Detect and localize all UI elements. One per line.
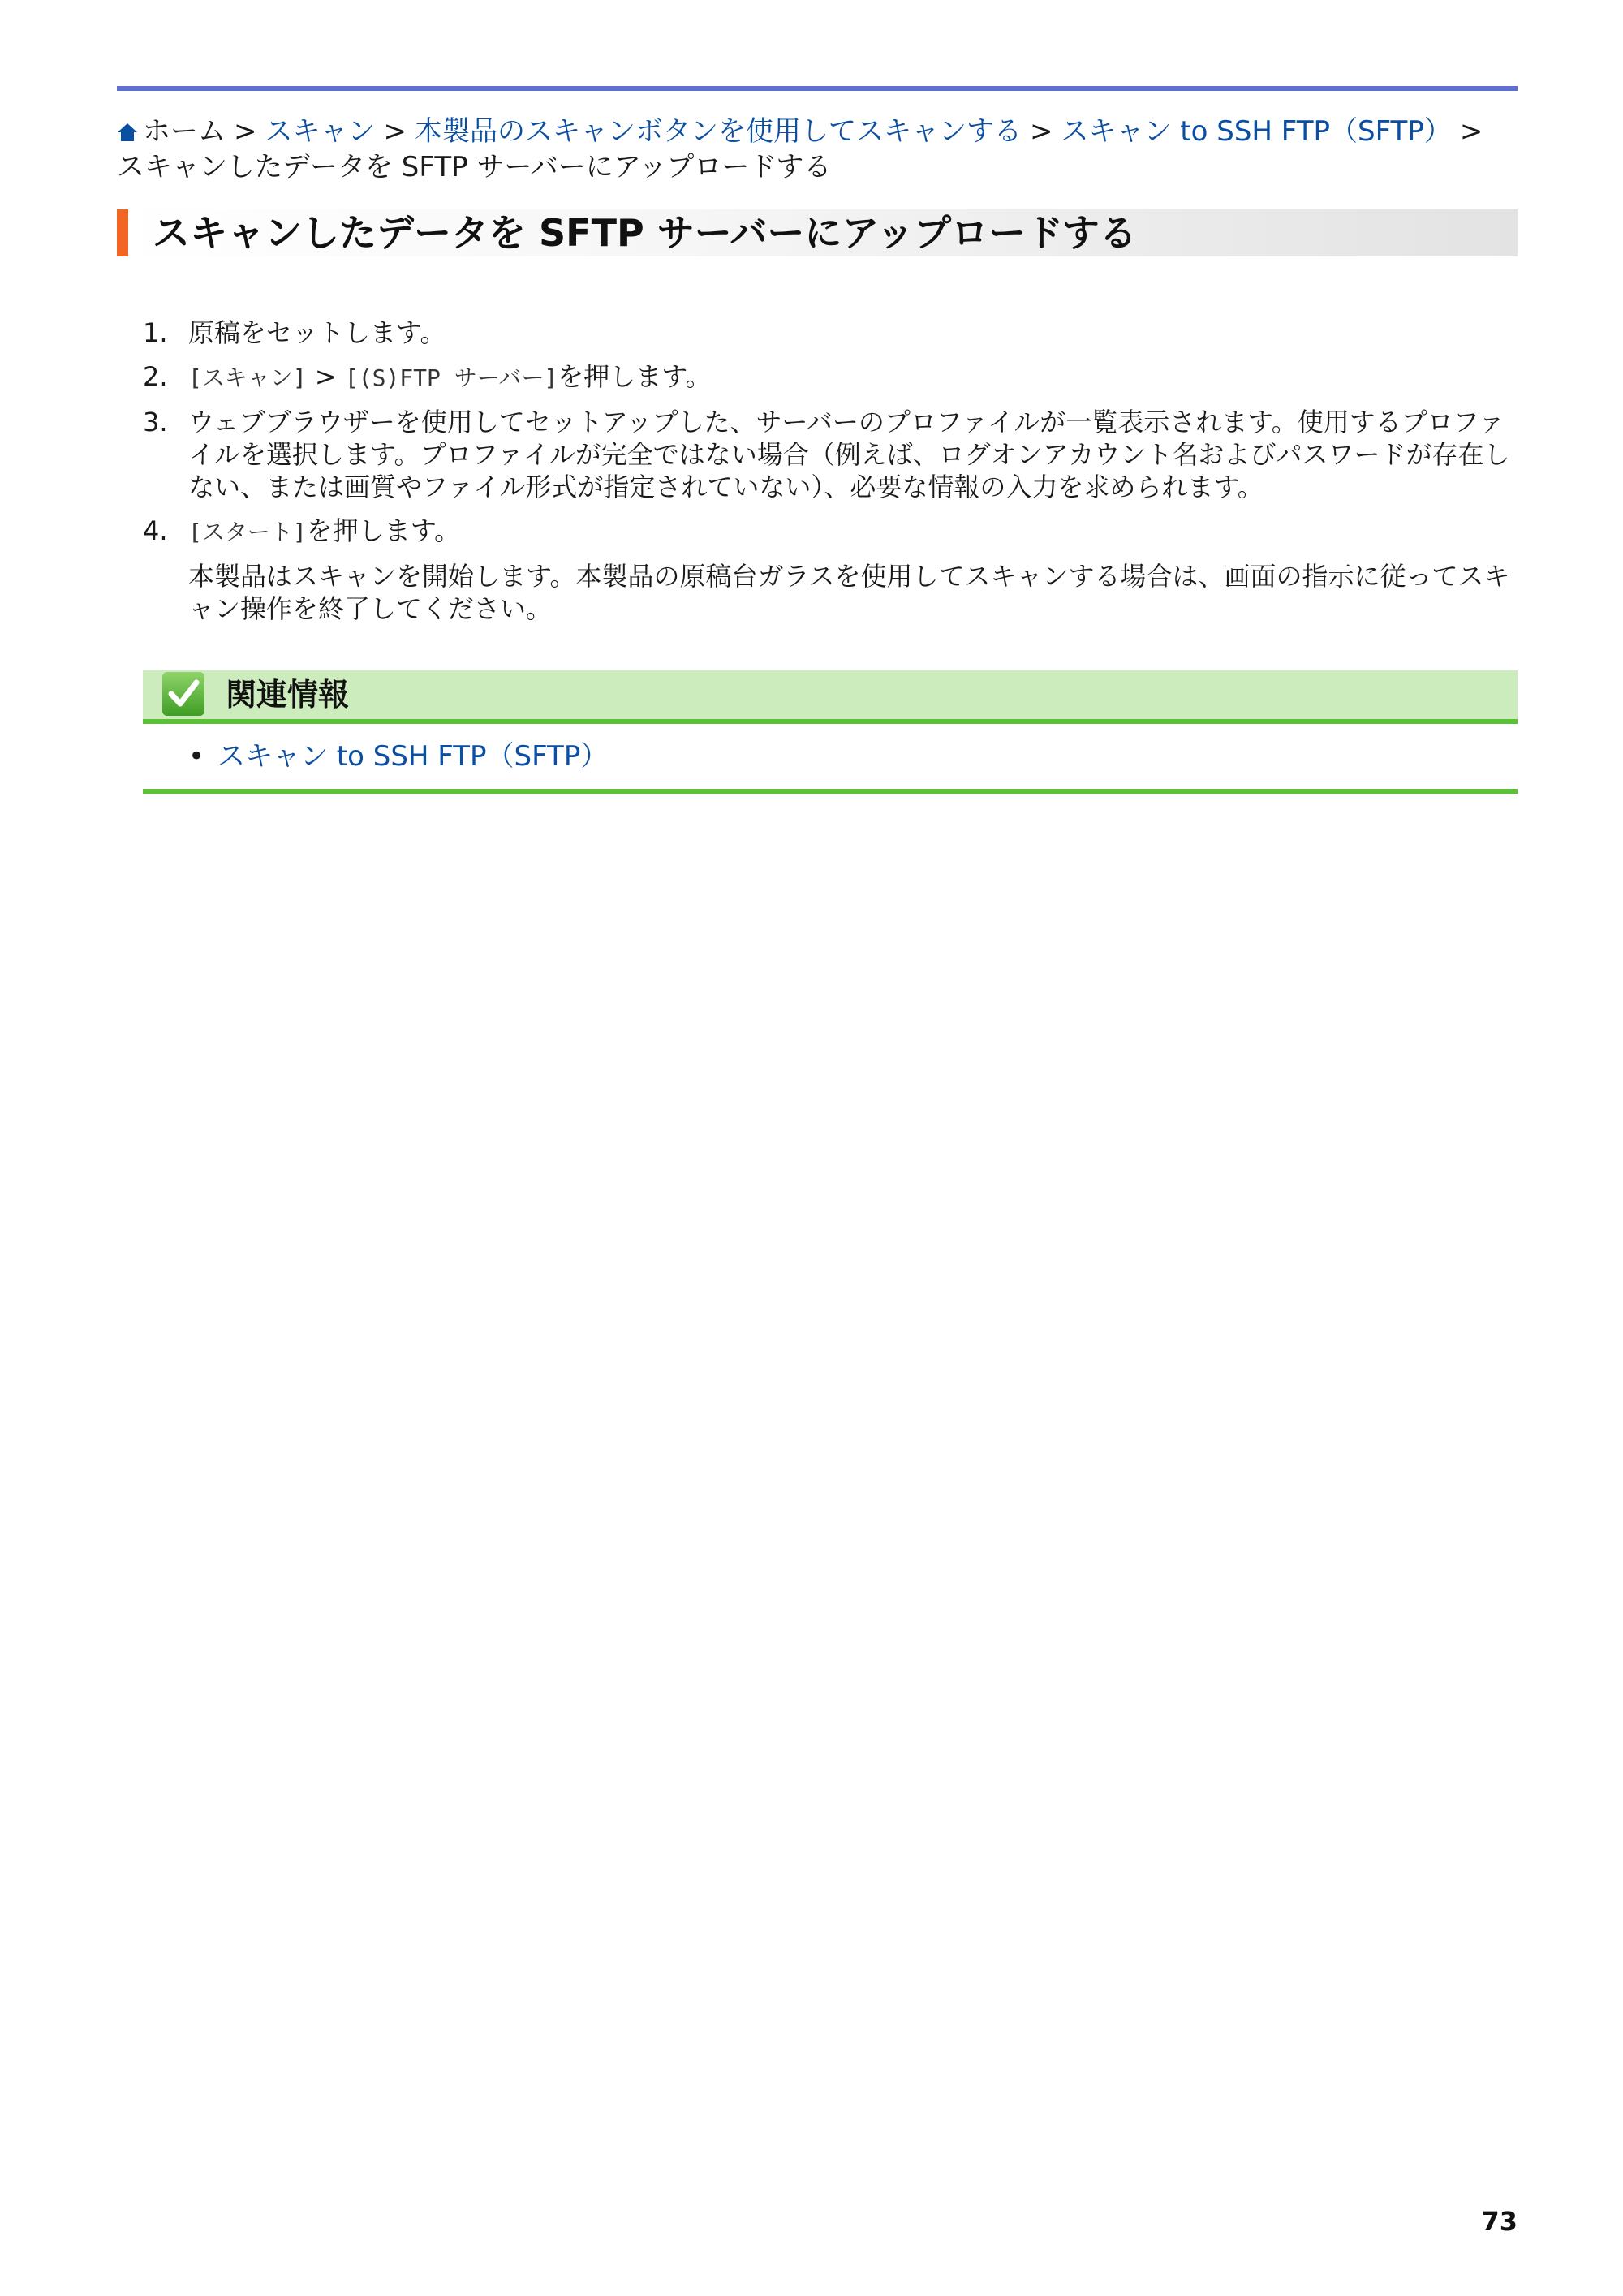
ui-label-scan: [スキャン] — [188, 364, 307, 391]
step-number: 3. — [143, 407, 168, 437]
step-text: ウェブブラウザーを使用してセットアップした、サーバーのプロファイルが一覧表示されます。使用するプロファイルを選択します。プロファイルが完全ではない場合（例えば、ログオンアカウント名およびパスワードが存在しない、または画質やファイル形式が指定されていない）、必要な情報の入力を求められます。 — [188, 407, 1510, 502]
page-title: スキャンしたデータを SFTP サーバーにアップロードする — [153, 211, 1137, 255]
bullet: • — [188, 740, 205, 773]
ui-separator: > — [314, 361, 337, 392]
step-text: 原稿をセットします。 — [188, 317, 446, 348]
title-accent — [117, 209, 128, 256]
related-info-header — [143, 670, 1518, 724]
related-info-box — [143, 670, 1518, 794]
step-note: 本製品はスキャンを開始します。本製品の原稿台ガラスを使用してスキャンする場合は、画面の指示に従ってスキャン操作を終了してください。 — [188, 561, 1510, 624]
related-links-list — [143, 724, 1518, 794]
breadcrumb-home[interactable]: ホーム — [143, 115, 226, 148]
step-number: 1. — [143, 317, 168, 348]
step-item — [143, 515, 1514, 625]
step-text: を押します。 — [558, 361, 712, 392]
breadcrumb-separator: > — [234, 115, 257, 148]
home-icon[interactable] — [117, 122, 138, 143]
breadcrumb-separator: > — [383, 115, 407, 148]
breadcrumb-separator: > — [1459, 115, 1483, 148]
steps-list — [143, 317, 1514, 625]
step-item — [143, 360, 1514, 394]
check-icon — [161, 670, 206, 717]
list-item — [188, 735, 1518, 778]
breadcrumb-current: スキャンしたデータを SFTP サーバーにアップロードする — [117, 151, 832, 183]
breadcrumb — [117, 114, 1518, 185]
breadcrumb-link-scan[interactable]: スキャン — [265, 115, 376, 148]
ui-label-start: [スタート] — [188, 519, 307, 545]
step-number: 4. — [143, 515, 168, 546]
breadcrumb-separator: > — [1030, 115, 1053, 148]
breadcrumb-link-scan-button[interactable]: 本製品のスキャンボタンを使用してスキャンする — [415, 115, 1022, 148]
step-item — [143, 406, 1514, 503]
related-link-scan-to-sftp[interactable]: スキャン to SSH FTP（SFTP） — [217, 740, 609, 773]
breadcrumb-link-scan-to-sftp[interactable]: スキャン to SSH FTP（SFTP） — [1061, 115, 1452, 148]
top-rule — [117, 86, 1518, 91]
page-title-bar — [117, 209, 1518, 256]
related-info-title: 関連情報 — [226, 677, 350, 713]
step-number: 2. — [143, 361, 168, 392]
step-text: を押します。 — [306, 515, 461, 546]
step-item — [143, 317, 1514, 349]
ui-label-sftp-server: [(S)FTP サーバー] — [344, 364, 558, 391]
page-number: 73 — [1481, 2206, 1518, 2237]
